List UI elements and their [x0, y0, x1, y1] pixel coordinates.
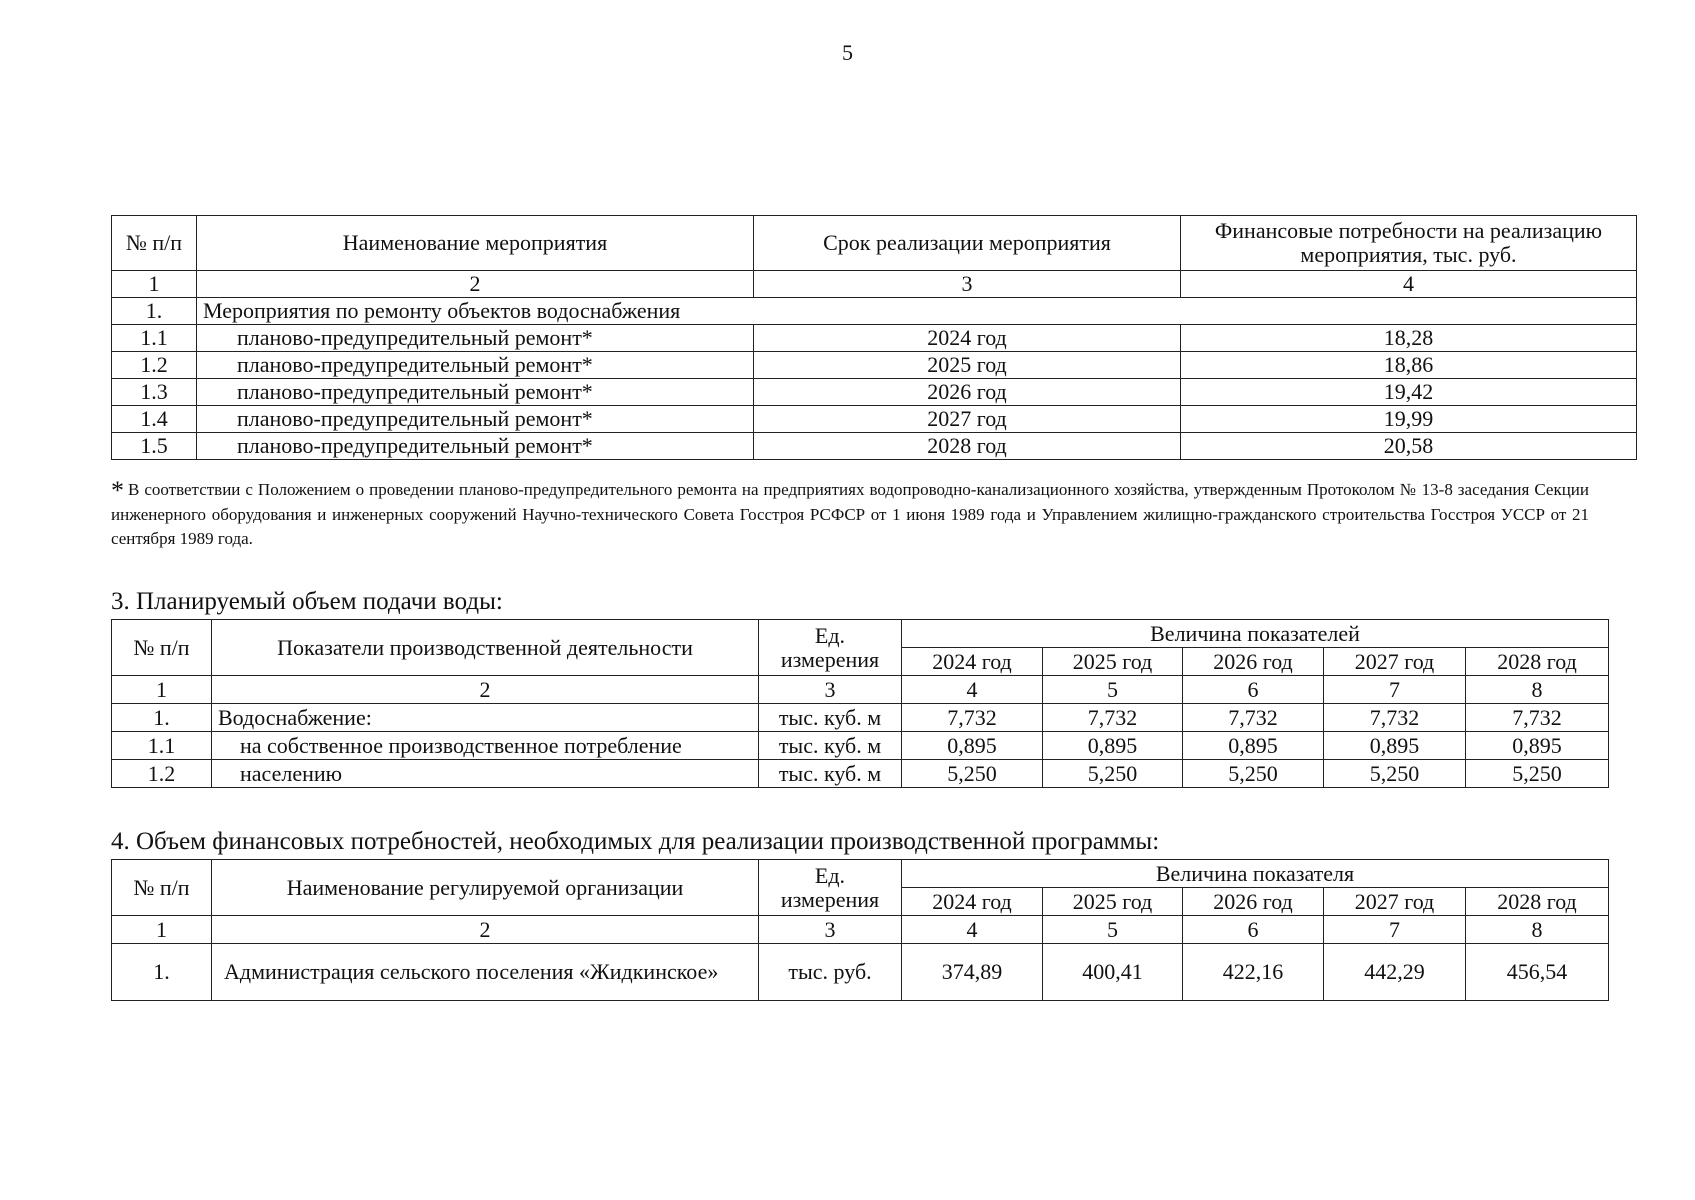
row-value: 7,732: [1043, 704, 1183, 732]
section-4-title: 4. Объем финансовых потребностей, необходимых для реализации производственной программы:: [111, 828, 1160, 855]
row-value: 7,732: [1466, 704, 1609, 732]
col-number: 3: [759, 676, 902, 704]
header-num: № п/п: [112, 860, 212, 916]
header-unit: Ед. измерения: [759, 860, 902, 916]
col-number: 5: [1043, 916, 1183, 944]
row-unit: тыс. куб. м: [759, 732, 902, 760]
row-value: 0,895: [1466, 732, 1609, 760]
row-num: 1.1: [112, 732, 212, 760]
row-value: 5,250: [1043, 760, 1183, 788]
table-row: [112, 732, 1609, 760]
footnote-text: В соответствии с Положением о проведении планово-предупредительного ремонта на предприятиях водопроводно-канализационного хозяйства, утвержденным Протоколом № 13-8 заседания Секции инженерного оборудования и инженерных сооружений Научно-технического Совета Госстроя РСФСР от 1 июня 1989 года и Управлением жилищно-гражданского строительства Госстроя УССР от 21 сентября 1989 года.: [111, 480, 1589, 548]
row-value: 18,28: [1181, 325, 1637, 352]
row-name: Водоснабжение:: [212, 704, 759, 732]
footnote-star: *: [111, 476, 124, 505]
row-value: 20,58: [1181, 433, 1637, 460]
row-num: 1.: [112, 704, 212, 732]
row-term: 2025 год: [754, 352, 1181, 379]
column-number-row: [112, 271, 1637, 298]
row-term: 2027 год: [754, 406, 1181, 433]
financial-needs-table: [111, 859, 1609, 1001]
row-name: планово-предупредительный ремонт*: [197, 406, 754, 433]
header-finance: Финансовые потребности на реализацию мероприятия, тыс. руб.: [1181, 216, 1637, 271]
row-value: 0,895: [1183, 732, 1324, 760]
page-number: 5: [842, 40, 853, 65]
row-value: 5,250: [1466, 760, 1609, 788]
row-value: 18,86: [1181, 352, 1637, 379]
row-value: 374,89: [902, 944, 1043, 1001]
header-term: Срок реализации мероприятия: [754, 216, 1181, 271]
col-number: 2: [212, 676, 759, 704]
header-name: Наименование регулируемой организации: [212, 860, 759, 916]
col-number: 1: [112, 271, 197, 298]
row-value: 7,732: [1324, 704, 1466, 732]
footnote: [111, 478, 1589, 551]
col-number: 5: [1043, 676, 1183, 704]
row-value: 19,42: [1181, 379, 1637, 406]
row-name: Администрация сельского поселения «Жидкинское»: [212, 944, 759, 1001]
col-number: 7: [1324, 916, 1466, 944]
row-num: 1.4: [112, 406, 197, 433]
row-value: 7,732: [1183, 704, 1324, 732]
col-number: 2: [212, 916, 759, 944]
col-number: 4: [902, 676, 1043, 704]
row-value: 5,250: [1183, 760, 1324, 788]
row-num: 1.3: [112, 379, 197, 406]
header-year: 2026 год: [1183, 648, 1324, 676]
table-row: [112, 944, 1609, 1001]
row-value: 19,99: [1181, 406, 1637, 433]
row-value: 7,732: [902, 704, 1043, 732]
row-value: 442,29: [1324, 944, 1466, 1001]
header-unit: Ед. измерения: [759, 620, 902, 676]
row-value: 400,41: [1043, 944, 1183, 1001]
row-unit: тыс. куб. м: [759, 760, 902, 788]
table-row: [112, 379, 1637, 406]
header-year: 2027 год: [1324, 648, 1466, 676]
row-name: планово-предупредительный ремонт*: [197, 325, 754, 352]
col-number: 4: [902, 916, 1043, 944]
col-number: 8: [1466, 676, 1609, 704]
row-unit: тыс. руб.: [759, 944, 902, 1001]
header-name: Показатели производственной деятельности: [212, 620, 759, 676]
row-value: 456,54: [1466, 944, 1609, 1001]
col-number: 6: [1183, 676, 1324, 704]
header-year: 2025 год: [1043, 888, 1183, 916]
group-row: [112, 298, 1637, 325]
group-name: Мероприятия по ремонту объектов водоснабжения: [197, 298, 1637, 325]
row-term: 2028 год: [754, 433, 1181, 460]
group-num: 1.: [112, 298, 197, 325]
row-name: планово-предупредительный ремонт*: [197, 433, 754, 460]
row-value: 0,895: [1324, 732, 1466, 760]
row-value: 5,250: [1324, 760, 1466, 788]
row-value: 422,16: [1183, 944, 1324, 1001]
row-name: планово-предупредительный ремонт*: [197, 352, 754, 379]
header-year: 2026 год: [1183, 888, 1324, 916]
header-year: 2028 год: [1466, 648, 1609, 676]
header-name: Наименование мероприятия: [197, 216, 754, 271]
row-name: населению: [212, 760, 759, 788]
column-number-row: [112, 676, 1609, 704]
header-year: 2028 год: [1466, 888, 1609, 916]
row-value: 5,250: [902, 760, 1043, 788]
header-group: Величина показателей: [902, 620, 1609, 648]
header-year: 2024 год: [902, 648, 1043, 676]
table-header-row: [112, 860, 1609, 888]
col-number: 3: [759, 916, 902, 944]
row-num: 1.1: [112, 325, 197, 352]
row-num: 1.5: [112, 433, 197, 460]
table-row: [112, 406, 1637, 433]
header-num: № п/п: [112, 620, 212, 676]
col-number: 4: [1181, 271, 1637, 298]
row-num: 1.2: [112, 760, 212, 788]
row-num: 1.2: [112, 352, 197, 379]
row-value: 0,895: [902, 732, 1043, 760]
table-row: [112, 433, 1637, 460]
col-number: 1: [112, 676, 212, 704]
activities-table: [111, 215, 1637, 460]
header-year: 2027 год: [1324, 888, 1466, 916]
row-name: на собственное производственное потребление: [212, 732, 759, 760]
table-row: [112, 352, 1637, 379]
header-year: 2024 год: [902, 888, 1043, 916]
row-num: 1.: [112, 944, 212, 1001]
row-term: 2026 год: [754, 379, 1181, 406]
table-row: [112, 760, 1609, 788]
table-row: [112, 325, 1637, 352]
row-unit: тыс. куб. м: [759, 704, 902, 732]
column-number-row: [112, 916, 1609, 944]
table-header-row: [112, 216, 1637, 271]
section-3-title: 3. Планируемый объем подачи воды:: [111, 588, 503, 615]
col-number: 6: [1183, 916, 1324, 944]
water-supply-table: [111, 619, 1609, 788]
header-year: 2025 год: [1043, 648, 1183, 676]
col-number: 7: [1324, 676, 1466, 704]
header-group: Величина показателя: [902, 860, 1609, 888]
col-number: 1: [112, 916, 212, 944]
col-number: 3: [754, 271, 1181, 298]
col-number: 8: [1466, 916, 1609, 944]
row-value: 0,895: [1043, 732, 1183, 760]
table-row: [112, 704, 1609, 732]
col-number: 2: [197, 271, 754, 298]
row-term: 2024 год: [754, 325, 1181, 352]
table-header-row: [112, 620, 1609, 648]
row-name: планово-предупредительный ремонт*: [197, 379, 754, 406]
header-num: № п/п: [112, 216, 197, 271]
